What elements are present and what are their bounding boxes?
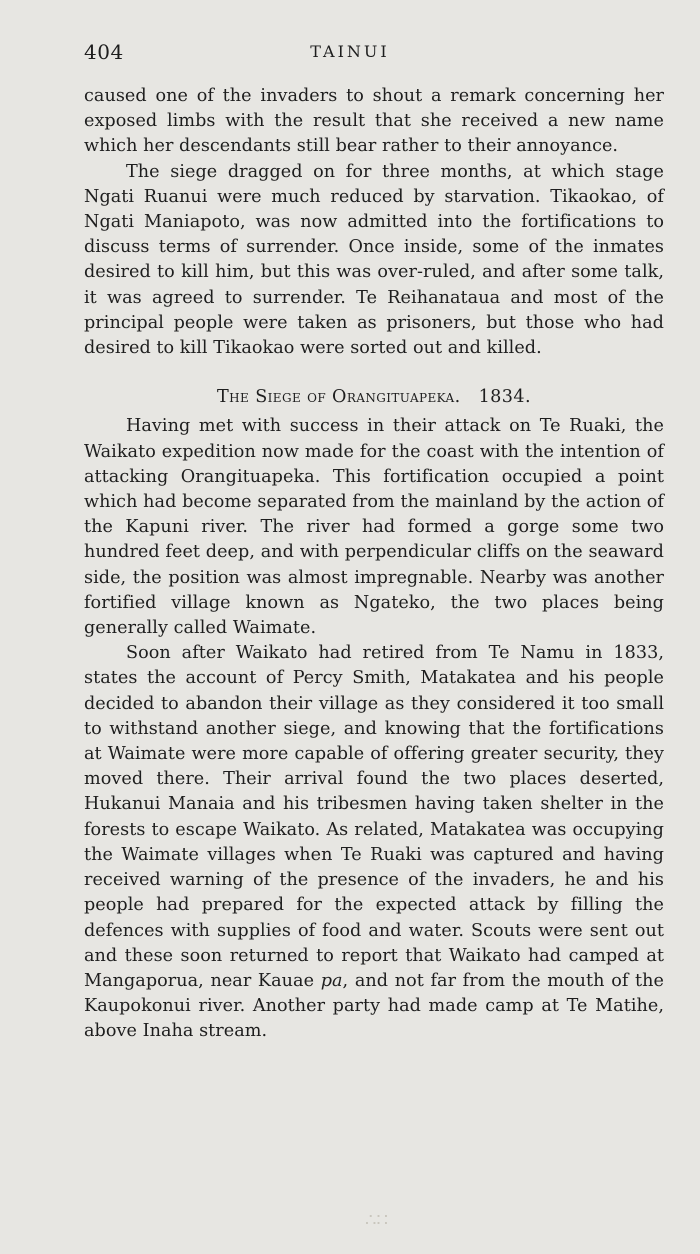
- paragraph: Having met with success in their attack on Te Ruaki, the Waikato expedition now made for the coast with the intention of attacking Orangituapeka. This fortification occupied a point which had become separated from the mainland by the action of the Kapuni river. The river had formed a gorge some two hundred feet deep, and with perpendicular cliffs on the seaward side, the position was almost impregnable. Nearby was another fortified village known as Ngateko, the two places being generally called Waimate.: [84, 416, 664, 639]
- italic-term: pa: [320, 970, 343, 991]
- paragraph: The siege dragged on for three months, at which stage Ngati Ruanui were much reduced by starvation. Tikaokao, of Ngati Maniapoto, was now admitted into the fortifications to discuss terms of surrender. Once inside, some of the inmates desired to kill him, but this was over-ruled, and after some talk, it was agreed to surrender. Te Reihanataua and most of the principal people were taken as prisoners, but those who had desired to kill Tikaokao were sorted out and killed.: [84, 161, 664, 359]
- section-heading: [84, 385, 664, 410]
- running-title: TAINUI: [310, 42, 390, 61]
- paragraph: [84, 641, 664, 1044]
- section-heading-year: 1834.: [478, 387, 531, 408]
- ink-smudge-decoration: ∴∷: [365, 1210, 388, 1231]
- body-text: [84, 84, 664, 1045]
- paragraph-text: , and not far from the mouth of the Kaupokonui river. Another party had made camp at Te Matihe, above Inaha stream.: [84, 970, 664, 1042]
- paragraph: caused one of the invaders to shout a remark concerning her exposed limbs with the result that she received a new name which her descendants still bear rather to their annoyance.: [84, 86, 664, 157]
- paragraph-text: Soon after Waikato had retired from Te Namu in 1833, states the account of Percy Smith, Matakatea and his people decided to abandon their village as they considered it too small to withstand another siege, and knowing that the fortifications at Waimate were more capable of offering greater security, they moved there. Their arrival found the two places deserted, Hukanui Manaia and his tribesmen having taken shelter in the forests to escape Waikato. As related, Matakatea was occupying the Waimate villages when Te Ruaki was captured and having received warning of the presence of the invaders, he and his people had prepared for the expected attack by filling the defences with supplies of food and water. Scouts were sent out and these soon returned to report that Waikato had camped at Mangaporua, near Kauae: [84, 643, 664, 991]
- section-heading-title: The Siege of Orangituapeka.: [217, 387, 461, 408]
- page-number: 404: [84, 40, 124, 64]
